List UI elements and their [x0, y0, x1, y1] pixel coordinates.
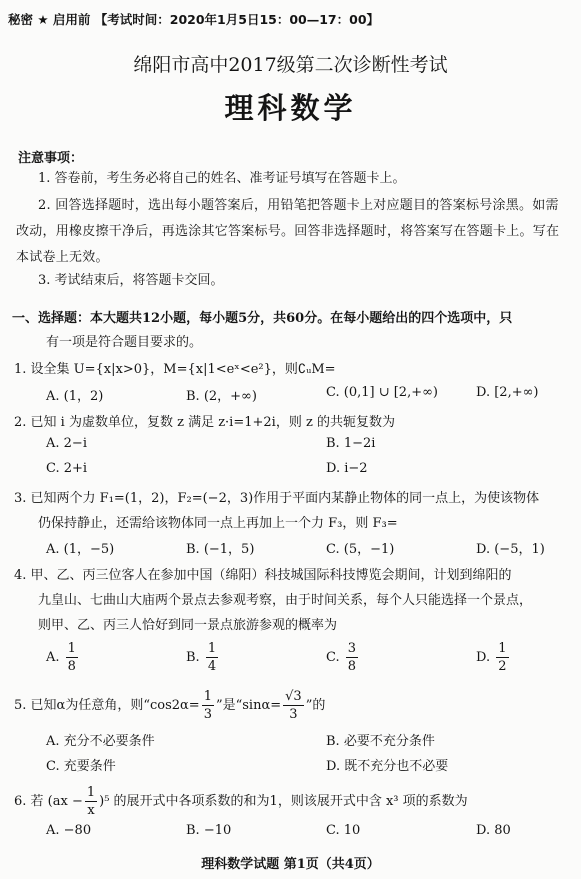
- q4-c-numerator: 3: [347, 641, 357, 656]
- q4-d-denominator: 2: [498, 659, 507, 674]
- q4-a-numerator: 1: [67, 641, 76, 656]
- q3-option-d: D. (−5，1): [476, 542, 545, 557]
- q4-option-a-fraction: [66, 640, 78, 675]
- notes-heading: 注意事项：: [18, 151, 84, 166]
- q6-text-post: )⁵ 的展开式中各项系数的和为1，则该展开式中含 x³ 项的系数为: [99, 794, 468, 809]
- q4-option-b-fraction: [206, 640, 218, 675]
- q5-text-pre: 5. 已知α为任意角，则“cos2α=: [14, 698, 200, 713]
- subject-title: 理科数学: [224, 91, 357, 125]
- q4-d-numerator: 1: [498, 641, 507, 656]
- q5-f2-numerator: √3: [285, 689, 302, 704]
- q2-option-d: D. i−2: [326, 461, 368, 476]
- q4-option-d: [476, 640, 511, 675]
- question-3-line2: 仍保持静止，还需给该物体同一点上再加上一个力 F₃，则 F₃=: [38, 516, 398, 531]
- q5-option-c: C. 充要条件: [46, 759, 116, 774]
- q3-option-c: C. (5，−1): [326, 542, 395, 557]
- section-heading-line1: 一、选择题：本大题共12小题，每小题5分，共60分。在每小题给出的四个选项中，只: [12, 311, 513, 326]
- q4-a-denominator: 8: [67, 659, 76, 674]
- q5-text-post: ”的: [305, 698, 326, 713]
- question-3-line1: 3. 已知两个力 F₁=(1，2)，F₂=(−2，3)作用于平面内某静止物体的同一点上，为使该物体: [14, 491, 540, 506]
- question-1-stem: 1. 设全集 U={x|x>0}，M={x|1<eˣ<e²}，则∁ᵤM=: [14, 362, 336, 377]
- q4-option-b-label: B.: [186, 650, 200, 665]
- q3-option-a: A. (1，−5): [46, 542, 115, 557]
- q2-option-a: A. 2−i: [46, 436, 87, 451]
- question-4-line2: 九皇山、七曲山大庙两个景点去参观考察，由于时间关系，每个人只能选择一个景点，: [38, 593, 533, 608]
- exam-title: 绵阳市高中2017级第二次诊断性考试: [133, 54, 448, 76]
- q5-option-a: A. 充分不必要条件: [46, 734, 155, 749]
- q5-f1-denominator: 3: [203, 707, 212, 722]
- q4-b-denominator: 4: [207, 659, 217, 674]
- q1-option-b: B. (2，+∞): [186, 389, 257, 404]
- q6-option-c: C. 10: [326, 823, 361, 838]
- q4-option-d-fraction: [496, 640, 508, 675]
- q6-option-a: A. −80: [46, 823, 92, 838]
- question-5-stem: [14, 688, 325, 723]
- q4-b-numerator: 1: [207, 641, 217, 656]
- q4-option-d-label: D.: [476, 650, 491, 665]
- q5-fraction-2: [283, 688, 304, 723]
- note-item-2: 2. 回答选择题时，选出每小题答案后，用铅笔把答题卡上对应题目的答案标号涂黑。如需改动，用橡皮擦干净后，再选涂其它答案标号。回答非选择题时，将答案写在答题卡上。写在本试卷上无效。: [16, 198, 560, 265]
- q6-denominator: x: [87, 803, 95, 818]
- question-6-stem: [14, 784, 468, 819]
- q5-f2-denominator: 3: [289, 707, 298, 722]
- q6-fraction: [85, 784, 97, 819]
- q4-option-c-label: C.: [326, 650, 340, 665]
- q6-option-b: B. −10: [186, 823, 232, 838]
- note-item-3: 3. 考试结束后，将答题卡交回。: [38, 273, 224, 288]
- q1-option-d: D. [2,+∞): [476, 385, 539, 400]
- q5-fraction-1: [202, 688, 214, 723]
- q4-option-c-fraction: [346, 640, 358, 675]
- q4-option-c: [326, 640, 360, 675]
- q5-text-mid: ”是“sinα=: [215, 698, 282, 713]
- question-2-stem: 2. 已知 i 为虚数单位，复数 z 满足 z·i=1+2i，则 z 的共轭复数为: [14, 415, 395, 430]
- confidential-line: 秘密 ★ 启用前 【考试时间：2020年1月5日15：00—17：00】: [8, 12, 380, 27]
- q6-numerator: 1: [86, 785, 96, 800]
- q3-option-b: B. (−1，5): [186, 542, 255, 557]
- note-item-1: 1. 答卷前，考生务必将自己的姓名、准考证号填写在答题卡上。: [38, 171, 406, 186]
- q6-option-d: D. 80: [476, 823, 511, 838]
- q2-option-c: C. 2+i: [46, 461, 88, 476]
- q5-f1-numerator: 1: [203, 689, 212, 704]
- section-heading-line2: 有一项是符合题目要求的。: [46, 335, 203, 350]
- q4-option-b: [186, 640, 220, 675]
- q4-option-a: [46, 640, 80, 675]
- q1-option-c: C. (0,1] ∪ [2,+∞): [326, 385, 438, 400]
- q2-option-b: B. 1−2i: [326, 436, 376, 451]
- q1-option-a: A. (1，2): [46, 389, 104, 404]
- q4-option-a-label: A.: [46, 650, 60, 665]
- page-footer: 理科数学试题 第1页（共4页）: [201, 857, 380, 872]
- q6-text-pre: 6. 若 (ax −: [14, 794, 83, 809]
- question-4-line3: 则甲、乙、丙三人恰好到同一景点旅游参观的概率为: [38, 618, 338, 633]
- q4-c-denominator: 8: [347, 659, 357, 674]
- question-4-line1: 4. 甲、乙、丙三位客人在参加中国（绵阳）科技城国际科技博览会期间，计划到绵阳的: [14, 568, 512, 583]
- q5-option-b: B. 必要不充分条件: [326, 734, 435, 749]
- q5-option-d: D. 既不充分也不必要: [326, 759, 449, 774]
